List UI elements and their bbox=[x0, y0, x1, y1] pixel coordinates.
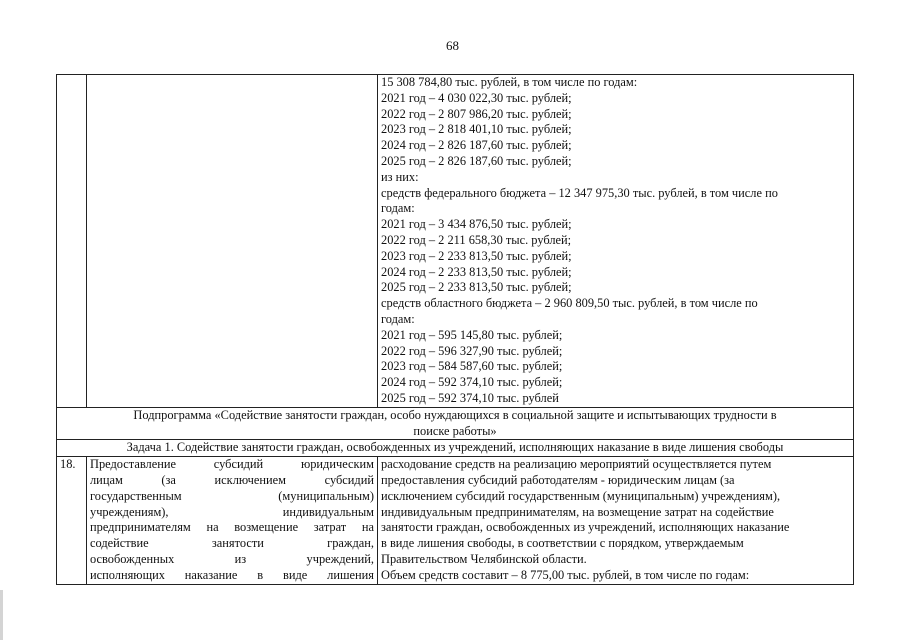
measure-description-cell bbox=[378, 457, 854, 584]
funding-line-11: 2022 год – 2 211 658,30 тыс. рублей; bbox=[381, 232, 572, 247]
funding-line-15: средств областного бюджета – 2 960 809,50 тыс. рублей, в том числе по bbox=[381, 296, 758, 311]
funding-row bbox=[57, 75, 854, 408]
measure-description-line-8: Объем средств составит – 8 775,00 тыс. рублей, в том числе по годам: bbox=[381, 567, 750, 582]
measure-description-line-7: Правительством Челябинской области. bbox=[381, 551, 587, 566]
measure-name-line-6: содействие занятости граждан, bbox=[90, 536, 374, 551]
subprogram-title-line-2: поиске работы» bbox=[413, 423, 497, 438]
measure-name-line-2: лицам (за исключением субсидий bbox=[90, 472, 374, 487]
funding-line-19: 2023 год – 584 587,60 тыс. рублей; bbox=[381, 359, 563, 374]
funding-line-5: 2024 год – 2 826 187,60 тыс. рублей; bbox=[381, 138, 572, 153]
funding-line-16: годам: bbox=[381, 311, 415, 326]
measure-description-line-1: расходование средств на реализацию мероприятий осуществляется путем bbox=[381, 457, 772, 472]
measure-name-line-5: предпринимателям на возмещение затрат на bbox=[90, 520, 374, 535]
funding-line-17: 2021 год – 595 145,80 тыс. рублей; bbox=[381, 327, 563, 342]
funding-line-20: 2024 год – 592 374,10 тыс. рублей; bbox=[381, 375, 563, 390]
measure-name-line-7: освобожденных из учреждений, bbox=[90, 551, 374, 566]
measure-description-line-2: предоставления субсидий работодателям - юридическим лицам (за bbox=[381, 472, 735, 487]
funding-line-12: 2023 год – 2 233 813,50 тыс. рублей; bbox=[381, 248, 572, 263]
funding-line-18: 2022 год – 596 327,90 тыс. рублей; bbox=[381, 343, 563, 358]
task-cell: Задача 1. Содействие занятости граждан, освобожденных из учреждений, исполняющих наказание в виде лишения свободы bbox=[57, 440, 854, 457]
subprogram-title-line-1: Подпрограмма «Содействие занятости граждан, особо нуждающихся в социальной защите и испытывающих трудности в bbox=[133, 407, 777, 422]
funding-line-13: 2024 год – 2 233 813,50 тыс. рублей; bbox=[381, 264, 572, 279]
funding-line-7: из них: bbox=[381, 169, 419, 184]
funding-name-cell bbox=[87, 75, 378, 408]
funding-line-2: 2021 год – 4 030 022,30 тыс. рублей; bbox=[381, 90, 572, 105]
measure-description-line-3: исключением субсидий государственным (муниципальным) учреждениям), bbox=[381, 488, 781, 503]
subprogram-row bbox=[57, 407, 854, 440]
funding-line-6: 2025 год – 2 826 187,60 тыс. рублей; bbox=[381, 153, 572, 168]
page-number: 68 bbox=[446, 38, 459, 53]
funding-line-1: 15 308 784,80 тыс. рублей, в том числе по годам: bbox=[381, 75, 638, 89]
measure-name-line-4: учреждениям), индивидуальным bbox=[90, 504, 374, 519]
measure-description-line-4: индивидуальным предпринимателям, на возмещение затрат на содействие bbox=[381, 504, 774, 519]
measure-name-line-1: Предоставление субсидий юридическим bbox=[90, 457, 374, 472]
funding-line-9: годам: bbox=[381, 201, 415, 216]
task-row bbox=[57, 440, 854, 457]
measure-description-line-6: в виде лишения свободы, в соответствии с порядком, утверждаемым bbox=[381, 536, 744, 551]
funding-line-8: средств федерального бюджета – 12 347 975,30 тыс. рублей, в том числе по bbox=[381, 185, 778, 200]
funding-description-cell bbox=[378, 75, 854, 408]
measure-name-line-3: государственным (муниципальным) bbox=[90, 488, 374, 503]
subprogram-cell bbox=[57, 407, 854, 440]
funding-line-10: 2021 год – 3 434 876,50 тыс. рублей; bbox=[381, 217, 572, 232]
row-number: 18. bbox=[57, 457, 87, 584]
funding-line-14: 2025 год – 2 233 813,50 тыс. рублей; bbox=[381, 280, 572, 295]
funding-number-cell bbox=[57, 75, 87, 408]
measure-name-line-8: исполняющих наказание в виде лишения bbox=[90, 567, 374, 582]
funding-line-21: 2025 год – 592 374,10 тыс. рублей bbox=[381, 390, 559, 405]
table-row-18 bbox=[57, 457, 854, 584]
funding-line-4: 2023 год – 2 818 401,10 тыс. рублей; bbox=[381, 122, 572, 137]
measure-name-cell bbox=[87, 457, 378, 584]
scan-edge-shadow bbox=[0, 590, 3, 640]
funding-line-3: 2022 год – 2 807 986,20 тыс. рублей; bbox=[381, 106, 572, 121]
measure-description-line-5: занятости граждан, освобожденных из учреждений, исполняющих наказание bbox=[381, 520, 790, 535]
program-table bbox=[56, 74, 854, 585]
